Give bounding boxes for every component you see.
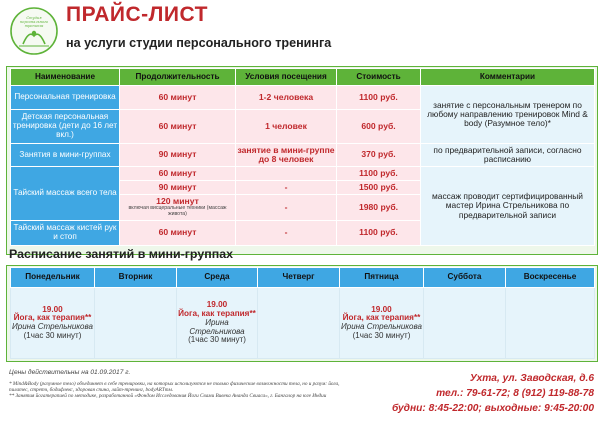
service-price: 1100 руб. — [337, 86, 421, 110]
service-duration: 90 минут — [120, 144, 236, 167]
service-duration: 90 минут — [120, 181, 236, 195]
service-comment: по предварительной записи, согласно расписанию — [421, 144, 595, 167]
service-price: 1100 руб. — [337, 221, 421, 246]
service-price: 370 руб. — [337, 144, 421, 167]
service-conditions: - — [236, 221, 337, 246]
service-comment: занятие с персональным тренером по любому направлению тренировок Mind & body (Разумное тело)* — [421, 86, 595, 144]
day-thursday: Четверг — [258, 268, 340, 288]
schedule-title: Расписание занятий в мини-группах — [9, 247, 233, 261]
table-row — [11, 86, 595, 110]
day-tuesday: Вторник — [95, 268, 177, 288]
session-trainer: Ирина Стрельникова — [189, 317, 245, 336]
footnote-2: ** Занятия йогатерапией по методике, разработанной «Фондом Исследования Йоги Свами Вивека Ананда Свиаса», г. Бангалор на юге Индии — [9, 393, 327, 400]
svg-text:персонального: персонального — [19, 20, 49, 24]
col-header-name: Наименование — [11, 69, 120, 86]
service-duration: 60 минут — [120, 167, 236, 181]
schedule-cell-wednesday — [177, 288, 258, 359]
service-conditions: - — [236, 181, 337, 195]
session-trainer: Ирина Стрельникова — [341, 322, 422, 332]
footnotes — [9, 381, 349, 400]
service-name: Персональная тренировка — [11, 86, 120, 110]
price-table — [10, 68, 595, 246]
service-conditions — [236, 167, 337, 181]
service-comment: массаж проводит сертифицированный мастер Ирина Стрельникова по предварительной записи — [421, 167, 595, 246]
schedule-header — [11, 268, 595, 288]
svg-text:Студия: Студия — [26, 16, 42, 20]
session-name: Йога, как терапия** — [13, 313, 92, 323]
schedule-table — [10, 267, 595, 359]
col-header-comments: Комментарии — [421, 69, 595, 86]
svg-text:тренинга: тренинга — [24, 24, 44, 28]
schedule-cell-tuesday — [95, 288, 177, 359]
service-duration — [120, 195, 236, 221]
footnote-1: * Mind&Body (разумное тело) объединяет в себе тренировки, на которых используются не только физические возможности тела, но и разум: йога, пилатес, стретч, бодифлекс, здоровая спина, лайт-тренинг, bodyARTтм. — [9, 381, 340, 394]
schedule-row — [11, 288, 595, 359]
day-wednesday: Среда — [177, 268, 258, 288]
price-date-note: Цены действительны на 01.09.2017 г. — [9, 369, 131, 376]
page-title: ПРАЙС-ЛИСТ — [66, 3, 208, 26]
session-time: 19.00 — [371, 304, 392, 314]
service-name: Занятия в мини-группах — [11, 144, 120, 167]
studio-hours: будни: 8:45-22:00; выходные: 9:45-20:00 — [391, 403, 594, 414]
service-duration: 60 минут — [120, 221, 236, 246]
service-name: Тайский массаж кистей рук и стоп — [11, 221, 120, 246]
service-conditions: - — [236, 195, 337, 221]
service-duration: 60 минут — [120, 86, 236, 110]
service-conditions: 1 человек — [236, 110, 337, 144]
col-header-price: Стоимость — [337, 69, 421, 86]
table-row — [11, 144, 595, 167]
schedule-cell-sunday — [506, 288, 595, 359]
session-duration: (1час 30 минут) — [23, 330, 82, 340]
service-price: 1500 руб. — [337, 181, 421, 195]
day-saturday: Суббота — [424, 268, 506, 288]
col-header-conditions: Условия посещения — [236, 69, 337, 86]
studio-phones: тел.: 79-61-72; 8 (912) 119-88-78 — [436, 388, 594, 399]
service-duration: 60 минут — [120, 110, 236, 144]
duration-value: 120 минут — [156, 196, 199, 207]
service-price: 1980 руб. — [337, 195, 421, 221]
service-conditions: занятие в мини-группе до 8 человек — [236, 144, 337, 167]
service-price: 600 руб. — [337, 110, 421, 144]
page-subtitle: на услуги студии персонального тренинга — [66, 36, 332, 50]
session-name: Йога, как терапия** — [342, 313, 421, 323]
session-duration: (1час 30 минут) — [188, 335, 246, 345]
day-sunday: Воскресенье — [506, 268, 595, 288]
studio-address: Ухта, ул. Заводская, д.6 — [469, 373, 594, 384]
day-friday: Пятница — [340, 268, 424, 288]
day-monday: Понедельник — [11, 268, 95, 288]
service-conditions: 1-2 человека — [236, 86, 337, 110]
table-row — [11, 167, 595, 181]
session-time: 19.00 — [42, 304, 63, 314]
service-price: 1100 руб. — [337, 167, 421, 181]
duration-note: включая висцеральные техники (массаж живота) — [128, 205, 227, 218]
session-trainer: Ирина Стрельникова — [12, 322, 93, 332]
price-table-header — [11, 69, 595, 86]
col-header-duration: Продолжительность — [120, 69, 236, 86]
schedule-cell-saturday — [424, 288, 506, 359]
session-time: 19.00 — [206, 300, 228, 310]
session-duration: (1час 30 минут) — [352, 330, 411, 340]
schedule-cell-thursday — [258, 288, 340, 359]
studio-logo — [9, 6, 59, 56]
service-name: Детская персональная тренировка (дети до 16 лет вкл.) — [11, 110, 120, 144]
session-name: Йога, как терапия** — [178, 309, 256, 319]
schedule-cell-monday — [11, 288, 95, 359]
service-name: Тайский массаж всего тела — [11, 167, 120, 221]
schedule-cell-friday — [340, 288, 424, 359]
